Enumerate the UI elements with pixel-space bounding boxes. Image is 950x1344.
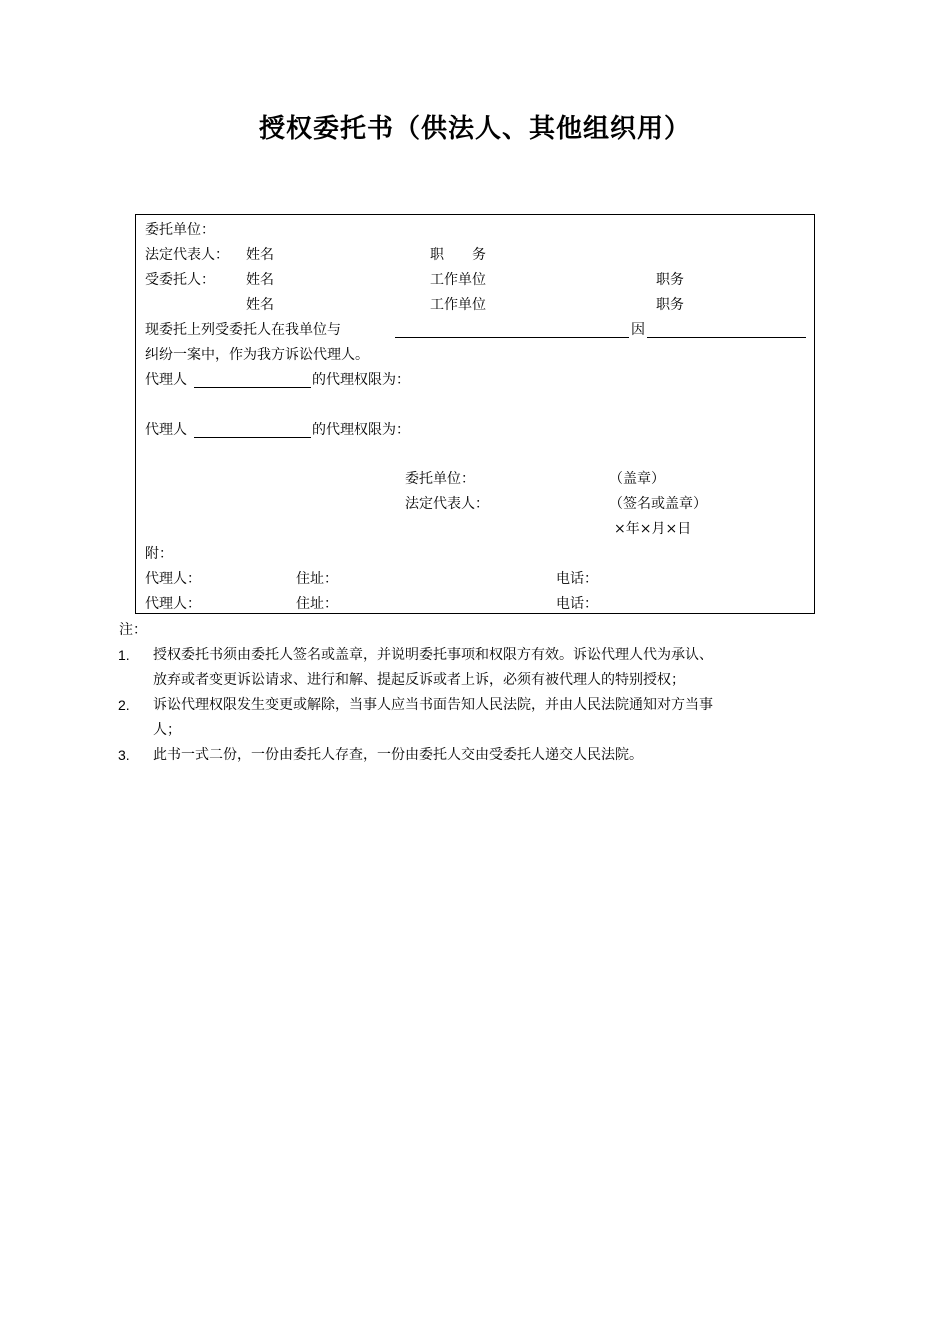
agent2-name-label: 姓名 — [246, 297, 274, 313]
attach-agent1-label: 代理人： — [145, 571, 201, 587]
agent1-name-blank[interactable] — [194, 387, 311, 388]
sign-unit-label: 委托单位： — [405, 471, 475, 487]
note-2-line1: 诉讼代理权限发生变更或解除，当事人应当书面告知人民法院，并由人民法院通知对方当事 — [153, 697, 713, 713]
statement-text-part2: 因 — [631, 322, 645, 338]
date-label: ×年×月×日 — [614, 521, 692, 537]
agency-scope-1-prefix: 代理人 — [145, 372, 187, 388]
attach-agent2-phone-label: 电话： — [556, 596, 598, 612]
legal-rep-label: 法定代表人： — [145, 247, 229, 263]
agency-scope-2-prefix: 代理人 — [145, 422, 187, 438]
note-1-line2: 放弃或者变更诉讼请求、进行和解、提起反诉或者上诉，必须有被代理人的特别授权； — [153, 672, 685, 688]
sign-legal-rep-label: 法定代表人： — [405, 496, 489, 512]
statement-text-line2: 纠纷一案中，作为我方诉讼代理人。 — [145, 347, 369, 363]
statement-text-part1: 现委托上列受委托人在我单位与 — [145, 322, 341, 338]
dispute-cause-blank[interactable] — [647, 337, 806, 338]
legal-rep-position-label: 职 务 — [430, 247, 486, 263]
agent-label: 受委托人： — [145, 272, 215, 288]
attachment-label: 附： — [145, 546, 173, 562]
note-1-line1: 授权委托书须由委托人签名或盖章，并说明委托事项和权限方有效。诉讼代理人代为承认、 — [153, 647, 713, 663]
attach-agent2-address-label: 住址： — [296, 596, 338, 612]
attach-agent1-phone-label: 电话： — [556, 571, 598, 587]
notes-heading: 注： — [119, 622, 147, 638]
opposing-party-blank[interactable] — [395, 337, 629, 338]
entrusting-unit-label: 委托单位： — [145, 222, 215, 238]
agent1-name-label: 姓名 — [246, 272, 274, 288]
document-title: 授权委托书（供法人、其他组织用） — [258, 114, 691, 144]
agent2-name-blank[interactable] — [194, 437, 311, 438]
agent2-work-unit-label: 工作单位 — [430, 297, 486, 313]
agency-scope-2-suffix: 的代理权限为： — [312, 422, 410, 438]
legal-rep-name-label: 姓名 — [246, 247, 274, 263]
note-3-number: 3. — [118, 747, 130, 763]
agent1-position-label: 职务 — [656, 272, 684, 288]
note-3-line1: 此书一式二份，一份由委托人存查，一份由委托人交由受委托人递交人民法院。 — [153, 747, 643, 763]
sign-or-seal-label: （签名或盖章） — [609, 496, 707, 512]
note-2-number: 2. — [118, 697, 130, 713]
note-2-line2: 人； — [153, 722, 181, 738]
attach-agent2-label: 代理人： — [145, 596, 201, 612]
seal-label: （盖章） — [609, 471, 665, 487]
agent1-work-unit-label: 工作单位 — [430, 272, 486, 288]
agent2-position-label: 职务 — [656, 297, 684, 313]
note-1-number: 1. — [118, 647, 130, 663]
agency-scope-1-suffix: 的代理权限为： — [312, 372, 410, 388]
attach-agent1-address-label: 住址： — [296, 571, 338, 587]
